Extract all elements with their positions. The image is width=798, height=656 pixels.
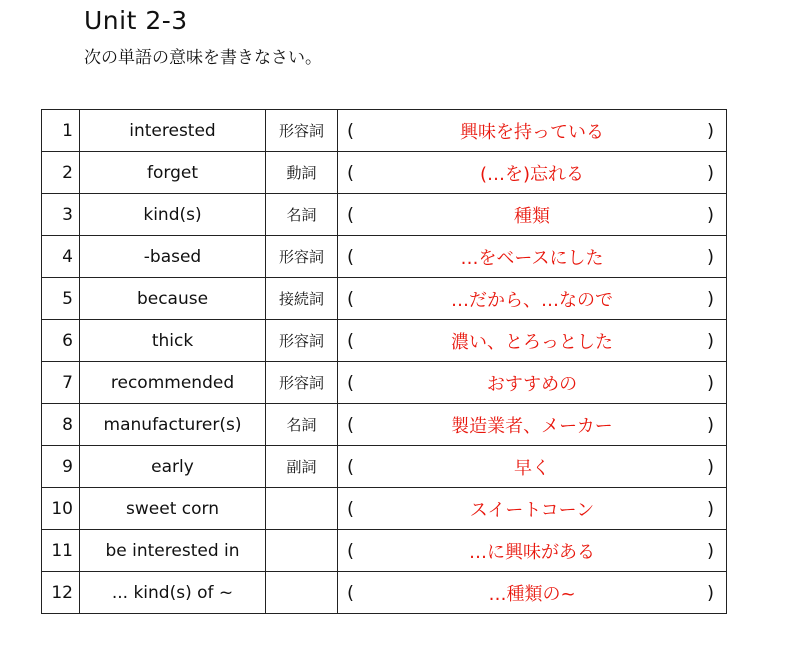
japanese-meaning: 早く (514, 457, 550, 479)
open-paren: ( (347, 414, 355, 435)
table-row (42, 404, 727, 446)
table-row (42, 488, 727, 530)
row-number: 1 (42, 110, 80, 152)
close-paren: ) (706, 204, 714, 225)
japanese-meaning: …だから、…なので (451, 289, 613, 311)
english-word: -based (80, 236, 266, 278)
row-number: 11 (42, 530, 80, 572)
instruction-text: 次の単語の意味を書きなさい。 (84, 48, 322, 68)
row-number: 2 (42, 152, 80, 194)
table-row (42, 152, 727, 194)
close-paren: ) (706, 372, 714, 393)
close-paren: ) (706, 162, 714, 183)
table-row (42, 572, 727, 614)
open-paren: ( (347, 246, 355, 267)
table-row (42, 362, 727, 404)
row-number: 4 (42, 236, 80, 278)
open-paren: ( (347, 498, 355, 519)
meaning-cell (338, 362, 727, 404)
row-number: 9 (42, 446, 80, 488)
english-word: because (80, 278, 266, 320)
japanese-meaning: …をベースにした (460, 247, 604, 269)
japanese-meaning: …種類の~ (488, 583, 576, 605)
close-paren: ) (706, 414, 714, 435)
japanese-meaning: (…を)忘れる (479, 163, 585, 185)
row-number: 5 (42, 278, 80, 320)
page-title: Unit 2-3 (84, 6, 188, 35)
part-of-speech: 形容詞 (266, 110, 338, 152)
open-paren: ( (347, 582, 355, 603)
part-of-speech: 動詞 (266, 152, 338, 194)
japanese-meaning: 濃い、とろっとした (451, 331, 613, 353)
table-row (42, 278, 727, 320)
row-number: 8 (42, 404, 80, 446)
close-paren: ) (706, 120, 714, 141)
english-word: be interested in (80, 530, 266, 572)
meaning-cell (338, 152, 727, 194)
part-of-speech: 形容詞 (266, 320, 338, 362)
meaning-cell (338, 110, 727, 152)
row-number: 3 (42, 194, 80, 236)
meaning-cell (338, 320, 727, 362)
part-of-speech: 名詞 (266, 404, 338, 446)
open-paren: ( (347, 540, 355, 561)
table-row (42, 110, 727, 152)
row-number: 6 (42, 320, 80, 362)
meaning-cell (338, 530, 727, 572)
english-word: ... kind(s) of ~ (80, 572, 266, 614)
english-word: early (80, 446, 266, 488)
open-paren: ( (347, 204, 355, 225)
japanese-meaning: 製造業者、メーカー (451, 415, 613, 437)
close-paren: ) (706, 330, 714, 351)
open-paren: ( (347, 288, 355, 309)
japanese-meaning: おすすめの (486, 373, 578, 395)
open-paren: ( (347, 162, 355, 183)
vocabulary-table (41, 109, 727, 614)
meaning-cell (338, 404, 727, 446)
english-word: manufacturer(s) (80, 404, 266, 446)
open-paren: ( (347, 330, 355, 351)
table-row (42, 446, 727, 488)
open-paren: ( (347, 372, 355, 393)
open-paren: ( (347, 456, 355, 477)
table-row (42, 236, 727, 278)
english-word: thick (80, 320, 266, 362)
table-row (42, 320, 727, 362)
part-of-speech: 接続詞 (266, 278, 338, 320)
japanese-meaning: 種類 (514, 205, 550, 227)
japanese-meaning: …に興味がある (469, 541, 595, 563)
english-word: sweet corn (80, 488, 266, 530)
part-of-speech (266, 530, 338, 572)
close-paren: ) (706, 246, 714, 267)
close-paren: ) (706, 540, 714, 561)
meaning-cell (338, 488, 727, 530)
close-paren: ) (706, 456, 714, 477)
vocabulary-table-body (42, 110, 727, 614)
row-number: 12 (42, 572, 80, 614)
part-of-speech: 名詞 (266, 194, 338, 236)
japanese-meaning: スイートコーン (469, 499, 595, 521)
close-paren: ) (706, 582, 714, 603)
row-number: 10 (42, 488, 80, 530)
row-number: 7 (42, 362, 80, 404)
japanese-meaning: 興味を持っている (460, 121, 604, 143)
meaning-cell (338, 572, 727, 614)
part-of-speech: 副詞 (266, 446, 338, 488)
table-row (42, 194, 727, 236)
open-paren: ( (347, 120, 355, 141)
part-of-speech: 形容詞 (266, 236, 338, 278)
table-row (42, 530, 727, 572)
part-of-speech (266, 572, 338, 614)
meaning-cell (338, 236, 727, 278)
meaning-cell (338, 446, 727, 488)
part-of-speech (266, 488, 338, 530)
english-word: recommended (80, 362, 266, 404)
part-of-speech: 形容詞 (266, 362, 338, 404)
english-word: kind(s) (80, 194, 266, 236)
english-word: forget (80, 152, 266, 194)
close-paren: ) (706, 498, 714, 519)
meaning-cell (338, 278, 727, 320)
close-paren: ) (706, 288, 714, 309)
meaning-cell (338, 194, 727, 236)
english-word: interested (80, 110, 266, 152)
